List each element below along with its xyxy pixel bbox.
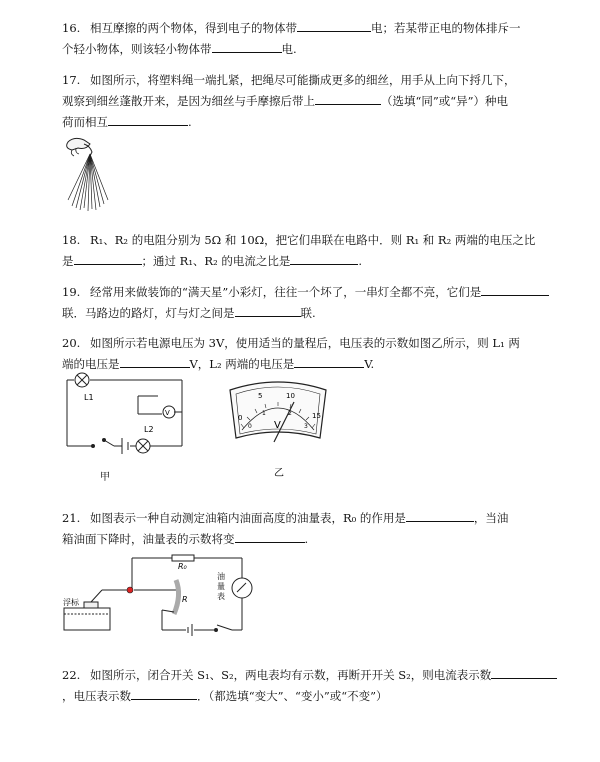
question-number: 19.	[62, 285, 81, 299]
figure-label-yi: 乙	[274, 468, 284, 479]
question-number: 20.	[62, 336, 81, 350]
answer-blank[interactable]	[120, 355, 190, 368]
question-text: 相互摩擦的两个物体，得到电子的物体带	[90, 21, 297, 35]
answer-blank[interactable]	[297, 19, 371, 32]
answer-blank[interactable]	[290, 252, 358, 265]
question-18	[62, 230, 562, 272]
question-text: 电.	[281, 42, 297, 56]
dial-tick-inner: 3	[304, 423, 308, 430]
answer-blank[interactable]	[74, 252, 142, 265]
question-text: V，L₂ 两端的电压是	[189, 357, 295, 371]
answer-blank[interactable]	[481, 283, 549, 296]
label-r: R	[182, 595, 188, 604]
label-float: 浮标	[63, 598, 79, 607]
question-text: 如图所示若电源电压为 3V，使用适当的量程后，电压表的示数如图乙所示，则 L₁ 两	[90, 336, 520, 350]
question-21	[62, 508, 562, 550]
lamp-l2-label: L2	[144, 425, 154, 434]
dial-tick-inner: 0	[248, 423, 252, 430]
label-r0: R₀	[178, 562, 187, 571]
voltmeter-dial-yi	[224, 382, 334, 482]
question-text: 端的电压是	[62, 357, 120, 371]
fuel-gauge-diagram	[62, 550, 262, 640]
figure-label-jia: 甲	[100, 472, 110, 483]
circuit-diagram-jia	[62, 376, 192, 486]
label-gauge-char: 表	[217, 592, 225, 601]
question-20	[62, 333, 562, 375]
answer-blank[interactable]	[406, 509, 474, 522]
question-text: 联.	[300, 306, 316, 320]
question-text: 观察到细丝蓬散开来，是因为细丝与手摩擦后带上	[62, 94, 315, 108]
question-text: R₁、R₂ 的电阻分别为 5Ω 和 10Ω，把它们串联在电路中．则 R₁ 和 R₂ 两端的电压之比	[90, 233, 536, 247]
question-16	[62, 18, 562, 60]
question-text: .	[188, 115, 192, 129]
question-text: 箱油面下降时，油量表的示数将变	[62, 532, 235, 546]
answer-blank[interactable]	[212, 40, 282, 53]
dial-tick-outer: 5	[258, 392, 263, 400]
hand-strings-figure	[60, 134, 120, 214]
dial-tick-inner: 1	[262, 410, 266, 417]
answer-blank[interactable]	[108, 113, 188, 126]
answer-blank[interactable]	[491, 666, 557, 679]
question-text: 联．马路边的路灯，灯与灯之间是	[62, 306, 235, 320]
answer-blank[interactable]	[235, 304, 301, 317]
label-gauge-char: 量	[217, 582, 225, 591]
question-text: .	[304, 532, 309, 546]
answer-blank[interactable]	[315, 92, 381, 105]
question-text: 电；若某带正电的物体排斥一	[371, 21, 521, 35]
answer-blank[interactable]	[294, 355, 364, 368]
question-text: 如图表示一种自动测定油箱内油面高度的油量表，R₀ 的作用是	[90, 511, 406, 525]
question-number: 18.	[62, 233, 81, 247]
question-text: 如图所示，闭合开关 S₁、S₂，两电表均有示数，再断开开关 S₂，则电流表示数	[90, 668, 492, 682]
dial-tick-outer: 0	[238, 414, 243, 422]
question-17	[62, 70, 562, 133]
answer-blank[interactable]	[131, 687, 197, 700]
question-number: 16.	[62, 21, 81, 35]
question-text: 是	[62, 254, 74, 268]
question-number: 21.	[62, 511, 81, 525]
question-text: ，当油	[473, 511, 509, 525]
question-text: 经常用来做装饰的“满天星”小彩灯，往往一个坏了，一串灯全都不亮，它们是	[90, 285, 482, 299]
question-text: 如图所示，将塑料绳一端扎紧，把绳尽可能撕成更多的细丝，用手从上向下捋几下，	[90, 73, 516, 87]
dial-unit-v: V	[274, 420, 281, 431]
question-text: .	[358, 254, 363, 268]
question-number: 22.	[62, 668, 81, 682]
label-gauge-char: 油	[217, 572, 225, 581]
question-text: ，电压表示数	[62, 689, 131, 703]
dial-tick-outer: 15	[312, 412, 321, 420]
question-number: 17.	[62, 73, 81, 87]
meter-v-label: V	[165, 409, 170, 417]
answer-blank[interactable]	[235, 530, 305, 543]
question-22	[62, 665, 562, 707]
dial-tick-inner: 2	[288, 410, 292, 417]
question-text: ．（都选填“变大”、“变小”或“不变”）	[197, 689, 388, 703]
question-text: ；通过 R₁、R₂ 的电流之比是	[141, 254, 291, 268]
question-19	[62, 282, 562, 324]
question-text: V.	[364, 357, 375, 371]
question-text: 个轻小物体，则该轻小物体带	[62, 42, 212, 56]
dial-tick-outer: 10	[286, 392, 295, 400]
question-text: （选填“同”或“异”）种电	[381, 94, 509, 108]
lamp-l1-label: L1	[84, 393, 94, 402]
question-text: 荷而相互	[62, 115, 108, 129]
